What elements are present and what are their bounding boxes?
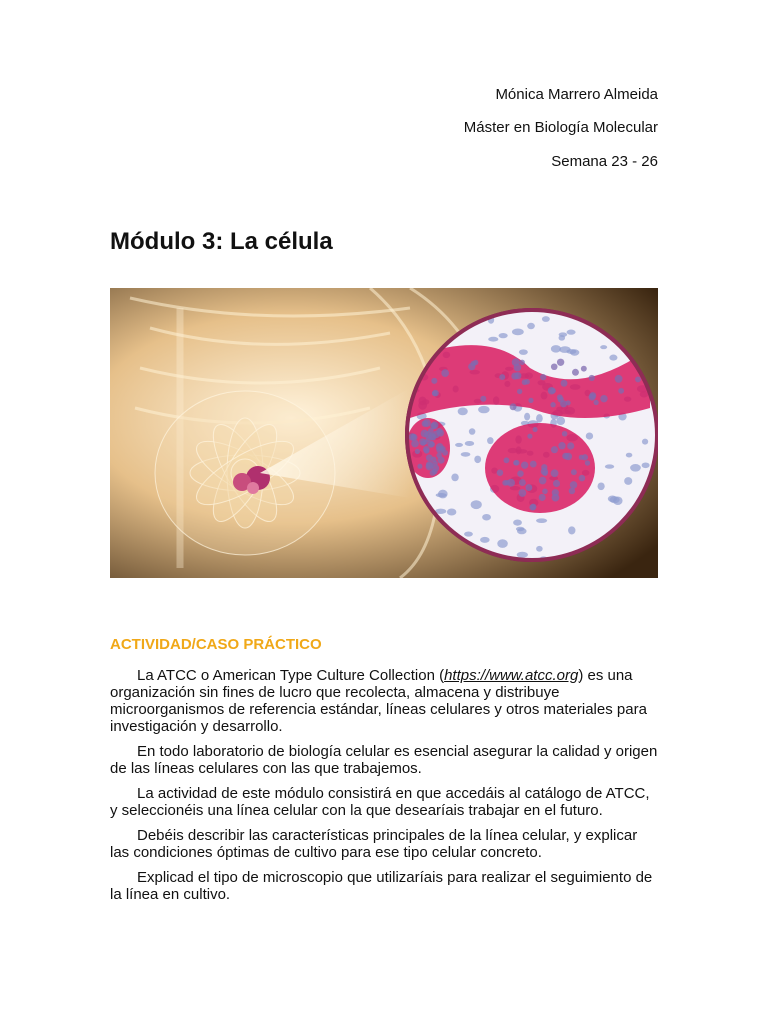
cell-nucleus (471, 500, 482, 509)
cell-nucleus (624, 477, 632, 485)
tumour-cell-nucleus (423, 419, 431, 427)
tumour-cell-nucleus (541, 464, 547, 470)
tumour-cell-nucleus (441, 369, 449, 377)
cell-nucleus (642, 439, 648, 445)
tumour-cell-nucleus (519, 489, 527, 497)
tumour-cell-nucleus (514, 372, 521, 379)
cell-nucleus (556, 417, 565, 425)
tumour-cell-nucleus (431, 378, 437, 384)
cell-nucleus (524, 413, 530, 421)
cell-nucleus (605, 464, 614, 468)
paragraph-activity: La actividad de este módulo consistirá en que accedáis al catálogo de ATCC, y seleccionéis una línea celular con la que desearíais trabajar en el futuro. (110, 785, 650, 819)
cell-nucleus (516, 527, 525, 531)
tumour-cell-nucleus (562, 453, 569, 460)
paragraph-microscope: Explicad el tipo de microscopio que utilizaríais para realizar el seguimiento de la línea en cultivo. (110, 869, 653, 903)
tumour-cell-nucleus (572, 369, 579, 376)
tumour-cell-nucleus (507, 479, 515, 487)
week-range: Semana 23 - 26 (551, 153, 658, 170)
cell-nucleus (536, 518, 547, 523)
tumour-cell-nucleus (558, 396, 564, 402)
cell-nucleus (600, 345, 607, 349)
tumour-cell-nucleus (421, 441, 426, 446)
cell-nucleus (559, 335, 566, 341)
cell-nucleus (474, 456, 481, 464)
paragraph-text: La ATCC o American Type Culture Collection ( (137, 667, 445, 684)
page-title: Módulo 3: La célula (110, 228, 333, 255)
tumour-cell-nucleus (567, 442, 574, 449)
cell-nucleus (482, 514, 491, 521)
cell-nucleus (568, 526, 575, 534)
tumour-cell-nucleus (527, 434, 532, 439)
cell-nucleus (451, 474, 458, 482)
cell-nucleus (513, 520, 522, 526)
tumour-cell-nucleus (552, 494, 560, 502)
section-heading: ACTIVIDAD/CASO PRÁCTICO (110, 636, 322, 653)
cell-nucleus (559, 346, 570, 353)
tumour-cell-nucleus (558, 442, 565, 449)
cell-nucleus (517, 552, 528, 558)
cell-nucleus (487, 437, 493, 444)
tumour-cell-nucleus (440, 446, 446, 452)
cell-nucleus (455, 443, 463, 447)
cell-nucleus (488, 337, 498, 342)
tumour-cell-nucleus (615, 375, 623, 383)
tumour-cell-nucleus (497, 469, 504, 476)
cell-nucleus (542, 316, 550, 322)
cell-nucleus (464, 531, 473, 536)
tumour-cell-nucleus (589, 392, 596, 399)
tumour-cell-nucleus (436, 453, 441, 458)
cell-nucleus (480, 537, 490, 543)
cell-nucleus (609, 355, 617, 361)
cell-nucleus (630, 464, 641, 472)
cell-nucleus (519, 349, 528, 355)
tumour-cell-nucleus (581, 366, 587, 372)
tumour-cell-nucleus (411, 440, 419, 448)
tumour-cell-nucleus (635, 377, 641, 383)
tumour-cell-nucleus (431, 457, 437, 463)
tumour-cell-nucleus (504, 457, 510, 463)
tumour-cell-nucleus (561, 380, 568, 387)
tumour-cell-nucleus (428, 432, 436, 440)
tumour-cell-nucleus (432, 464, 439, 471)
cell-nucleus (458, 408, 468, 416)
paragraph-description: Debéis describir las características principales de la línea celular, y explicar las condiciones óptimas de cultivo para ese tipo celular concreto. (110, 827, 638, 861)
tumour-cell-nucleus (539, 477, 547, 485)
tumour-cell-nucleus (415, 449, 420, 454)
atcc-link[interactable]: https://www.atcc.org (444, 667, 579, 684)
tumour-cell-nucleus (550, 388, 556, 394)
module-figure (110, 288, 658, 578)
tumour-cell-nucleus (553, 480, 560, 487)
cell-microscopy-illustration (110, 288, 658, 578)
cell-nucleus (527, 323, 535, 329)
activity-body (110, 667, 658, 911)
cell-nucleus (586, 432, 593, 439)
tumour-cell-nucleus (529, 504, 535, 510)
tumour-cell-nucleus (618, 388, 624, 394)
tumour-cell-nucleus (510, 403, 517, 410)
author-name: Mónica Marrero Almeida (495, 86, 658, 103)
tumour-cell-nucleus (423, 446, 430, 453)
tumour-cell-nucleus (528, 398, 533, 403)
tumour-cell-nucleus (533, 427, 538, 432)
tumour-cell-nucleus (437, 429, 444, 436)
tumour-cell-nucleus (530, 461, 537, 468)
cell-nucleus (610, 496, 620, 503)
tumour-cell-nucleus (480, 396, 486, 402)
cell-nucleus (499, 333, 508, 338)
cell-nucleus (512, 328, 524, 335)
tumour-cell-nucleus (582, 454, 588, 460)
tumour-cell-nucleus (512, 358, 520, 366)
cell-nucleus (438, 490, 448, 499)
cell-nucleus (536, 546, 543, 552)
tumour-cell-nucleus (551, 446, 558, 453)
tumour-cell-nucleus (570, 481, 577, 488)
tumour-cell-nucleus (539, 494, 546, 501)
tumour-cell-nucleus (468, 363, 475, 370)
tumour-cell-nucleus (513, 460, 518, 465)
tumour-cell-nucleus (542, 489, 548, 495)
tumour-cell-nucleus (520, 360, 525, 365)
tumour-cell-nucleus (557, 359, 564, 366)
tumour-cell-nucleus (519, 479, 526, 486)
cell-nucleus (642, 462, 650, 468)
cell-nucleus (598, 482, 605, 490)
cell-nucleus (478, 406, 489, 413)
tumour-cell-nucleus (432, 391, 438, 397)
cell-nucleus (567, 330, 576, 335)
tumour-cell-nucleus (569, 488, 575, 494)
cell-nucleus (626, 453, 633, 458)
tumour-cell-nucleus (600, 395, 607, 402)
tumour-cell-nucleus (585, 460, 590, 465)
tumour-cell-nucleus (540, 374, 546, 380)
tumour-cell-nucleus (550, 402, 555, 407)
paragraph-quality: En todo laboratorio de biología celular es esencial asegurar la calidad y origen de las líneas celulares con las que trabajemos. (110, 743, 658, 777)
paragraph-atcc (110, 667, 658, 735)
tumour-cell-nucleus (525, 484, 532, 491)
tumour-cell-nucleus (594, 400, 599, 405)
cell-nucleus (497, 539, 508, 548)
tumour-cell-nucleus (411, 434, 416, 439)
tumour-cell-nucleus (551, 469, 559, 477)
tumour-cell-nucleus (571, 469, 577, 475)
cell-nucleus (447, 509, 456, 516)
tumour-cell-nucleus (542, 470, 548, 476)
tumour-cell-nucleus (522, 379, 528, 385)
tumour-cell-nucleus (521, 461, 528, 468)
tumour-cell-nucleus (589, 375, 595, 381)
paragraph-text: ) es una organización sin fines de lucro que recolecta, almacena y distribuye microorganismos de referencia estándar, líneas celulares y otros materiales para investigación y desarrollo. (110, 667, 647, 735)
tumour-cell-nucleus (517, 389, 522, 394)
tumour-cell-nucleus (551, 363, 558, 370)
tumour-cell-nucleus (566, 400, 571, 405)
cell-nucleus (465, 441, 474, 446)
cell-nucleus (461, 452, 471, 457)
tumour-cell-nucleus (499, 374, 505, 380)
tumour-cell-nucleus (562, 431, 568, 437)
tumour-cell-nucleus (417, 464, 422, 469)
tumour-cell-nucleus (517, 470, 523, 476)
program-name: Máster en Biología Molecular (463, 119, 658, 136)
cell-nucleus (469, 428, 476, 434)
tumour-cell-nucleus (430, 423, 437, 430)
tumour-cell-nucleus (579, 475, 585, 481)
